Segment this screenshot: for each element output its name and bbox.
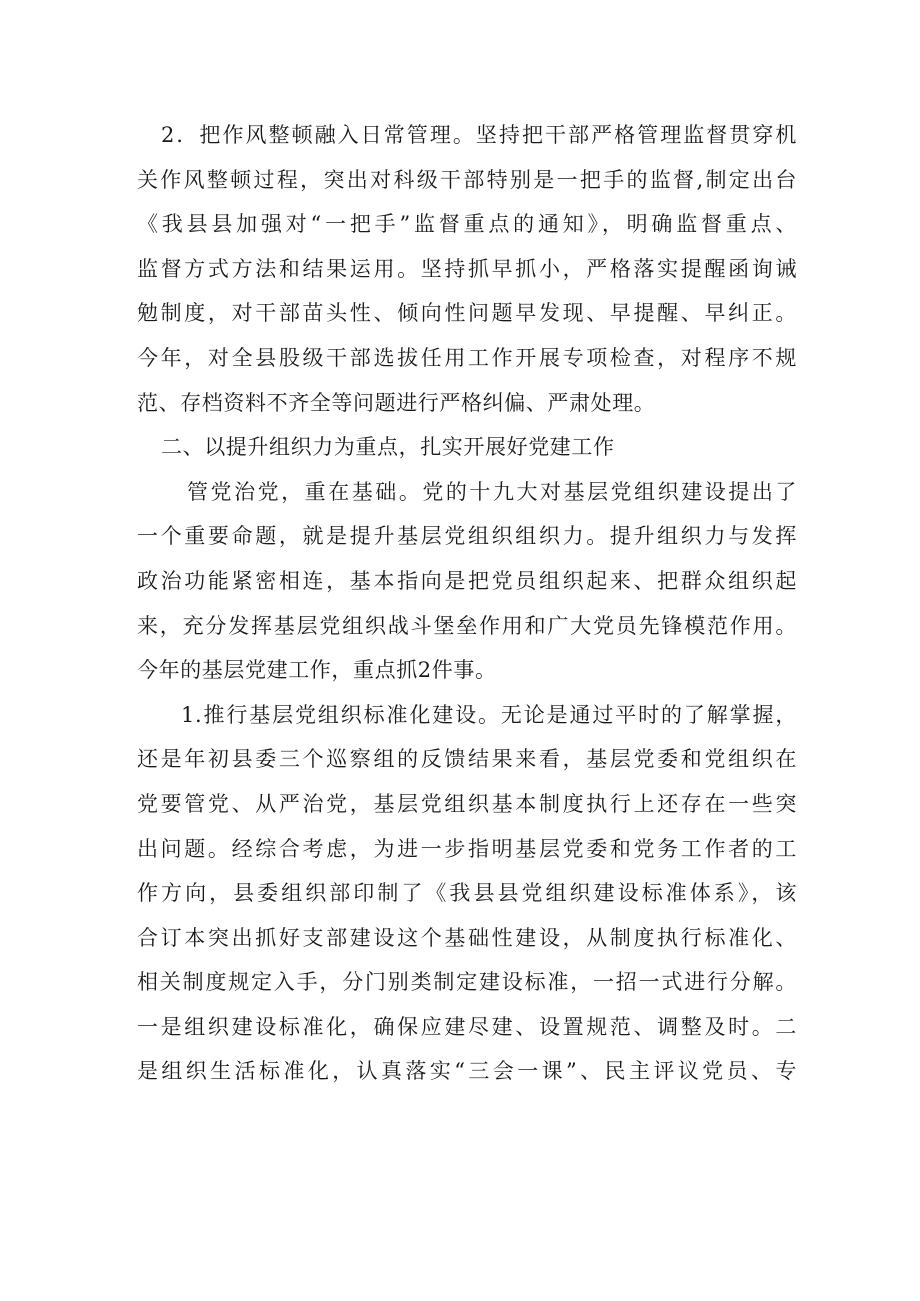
- paragraph-1-line-1: 2．把作风整顿融入日常管理。坚持把干部严格管理监督贯穿机: [161, 123, 797, 147]
- paragraph-2-line-2: 一个重要命题，就是提升基层党组织组织力。提升组织力与发挥: [137, 524, 797, 549]
- paragraph-2-line-5: 今年的基层党建工作，重点抓2件事。: [137, 658, 497, 683]
- section-heading: 二、以提升组织力为重点，扎实开展好党建工作: [161, 435, 615, 460]
- paragraph-1-line-7: 范、存档资料不齐全等问题进行严格纠偏、严肃处理。: [137, 390, 656, 415]
- paragraph-3-line-7: 相关制度规定入手，分门别类制定建设标准，一招一式进行分解。: [137, 970, 797, 995]
- paragraph-1-line-3: 《我县县加强对“一把手”监督重点的通知》，明确监督重点、: [137, 212, 797, 237]
- paragraph-3-line-4: 出问题。经综合考虑，为进一步指明基层党委和党务工作者的工: [137, 836, 797, 861]
- paragraph-2-line-3: 政治功能紧密相连，基本指向是把党员组织起来、把群众组织起: [137, 568, 797, 593]
- paragraph-3-line-6: 合订本突出抓好支部建设这个基础性建设，从制度执行标准化、: [137, 925, 797, 950]
- paragraph-3-line-2: 还是年初县委三个巡察组的反馈结果来看，基层党委和党组织在: [137, 747, 797, 772]
- paragraph-1-line-5: 勉制度，对干部苗头性、倾向性问题早发现、早提醒、早纠正。: [137, 301, 797, 326]
- paragraph-2-line-4: 来，充分发挥基层党组织战斗堡垒作用和广大党员先锋模范作用。: [137, 613, 797, 638]
- paragraph-2-line-1: 管党治党，重在基础。党的十九大对基层党组织建设提出了: [187, 479, 797, 504]
- paragraph-3-line-3: 党要管党、从严治党，基层党组织基本制度执行上还存在一些突: [137, 791, 797, 816]
- paragraph-3-line-9: 是组织生活标准化，认真落实“三会一课”、民主评议党员、专: [137, 1059, 797, 1084]
- document-body: [137, 113, 797, 1094]
- paragraph-3-line-1: 1.推行基层党组织标准化建设。无论是通过平时的了解掌握，: [181, 702, 797, 727]
- paragraph-1-line-2: 关作风整顿过程，突出对科级干部特别是一把手的监督,制定出台: [137, 167, 797, 192]
- paragraph-3-line-8: 一是组织建设标准化，确保应建尽建、设置规范、调整及时。二: [137, 1014, 797, 1039]
- paragraph-1-line-4: 监督方式方法和结果运用。坚持抓早抓小，严格落实提醒函询诫: [137, 256, 797, 281]
- paragraph-1-line-6: 今年，对全县股级干部选拔任用工作开展专项检查，对程序不规: [137, 345, 797, 370]
- paragraph-3-line-5: 作方向，县委组织部印制了《我县县党组织建设标准体系》，该: [137, 881, 797, 906]
